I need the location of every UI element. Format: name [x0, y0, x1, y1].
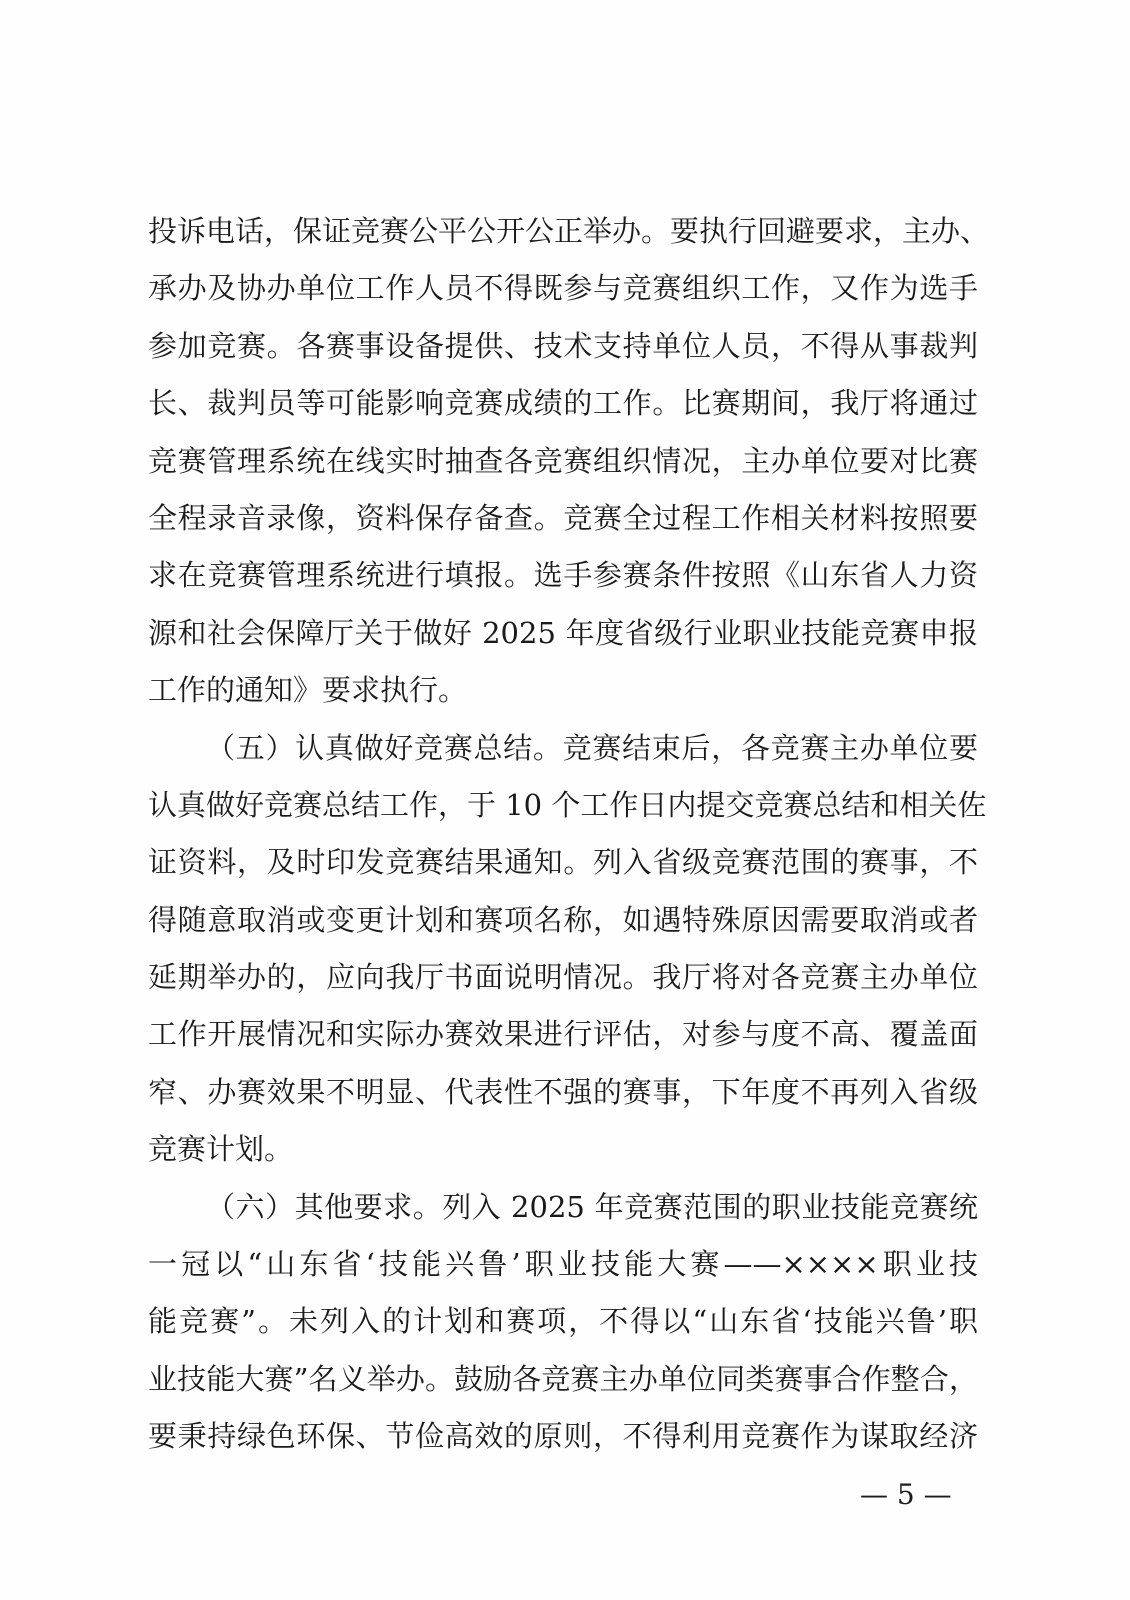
text-line: 竞赛管理系统在线实时抽查各竞赛组织情况，主办单位要对比赛: [148, 443, 978, 478]
text-line: 工作的通知》要求执行。: [148, 673, 468, 708]
text-line: 全程录音录像，资料保存备查。竞赛全过程工作相关材料按照要: [148, 500, 978, 535]
text-line: 工作开展情况和实际办赛效果进行评估，对参与度不高、覆盖面: [148, 1017, 978, 1052]
text-line: 承办及协办单位工作人员不得既参与竞赛组织工作，又作为选手: [148, 271, 978, 306]
text-line: 能竞赛”。未列入的计划和赛项，不得以“山东省‘技能兴鲁’职: [148, 1304, 978, 1339]
paragraph-heading-line: （五）认真做好竞赛总结。竞赛结束后，各竞赛主办单位要: [206, 730, 978, 765]
text-line: 一冠以“山东省‘技能兴鲁’职业技能大赛——××××职业技: [148, 1247, 978, 1282]
text-line: 投诉电话，保证竞赛公平公开公正举办。要执行回避要求，主办、: [148, 214, 990, 248]
page-number: — 5 —: [860, 1478, 952, 1511]
text-line: 参加竞赛。各赛事设备提供、技术支持单位人员，不得从事裁判: [148, 328, 978, 363]
text-line: 证资料，及时印发竞赛结果通知。列入省级竞赛范围的赛事，不: [148, 845, 978, 880]
text-line: 认真做好竞赛总结工作，于 10 个工作日内提交竞赛总结和相关佐: [148, 787, 987, 822]
text-line: 求在竞赛管理系统进行填报。选手参赛条件按照《山东省人力资: [148, 558, 978, 593]
text-line: 要秉持绿色环保、节俭高效的原则，不得利用竞赛作为谋取经济: [148, 1419, 978, 1454]
text-line: 得随意取消或变更计划和赛项名称，如遇特殊原因需要取消或者: [148, 902, 978, 937]
text-line: 源和社会保障厅关于做好 2025 年度省级行业职业技能竞赛申报: [148, 615, 978, 650]
text-line: 延期举办的，应向我厅书面说明情况。我厅将对各竞赛主办单位: [148, 960, 978, 995]
text-line: 业技能大赛”名义举办。鼓励各竞赛主办单位同类赛事合作整合，: [148, 1361, 978, 1396]
paragraph-heading-line: （六）其他要求。列入 2025 年竞赛范围的职业技能竞赛统: [206, 1189, 978, 1224]
text-line: 竞赛计划。: [148, 1132, 294, 1167]
body-text: [148, 203, 990, 1466]
text-line: 长、裁判员等可能影响竞赛成绩的工作。比赛期间，我厅将通过: [148, 386, 978, 421]
text-line: 窄、办赛效果不明显、代表性不强的赛事，下年度不再列入省级: [148, 1074, 978, 1109]
